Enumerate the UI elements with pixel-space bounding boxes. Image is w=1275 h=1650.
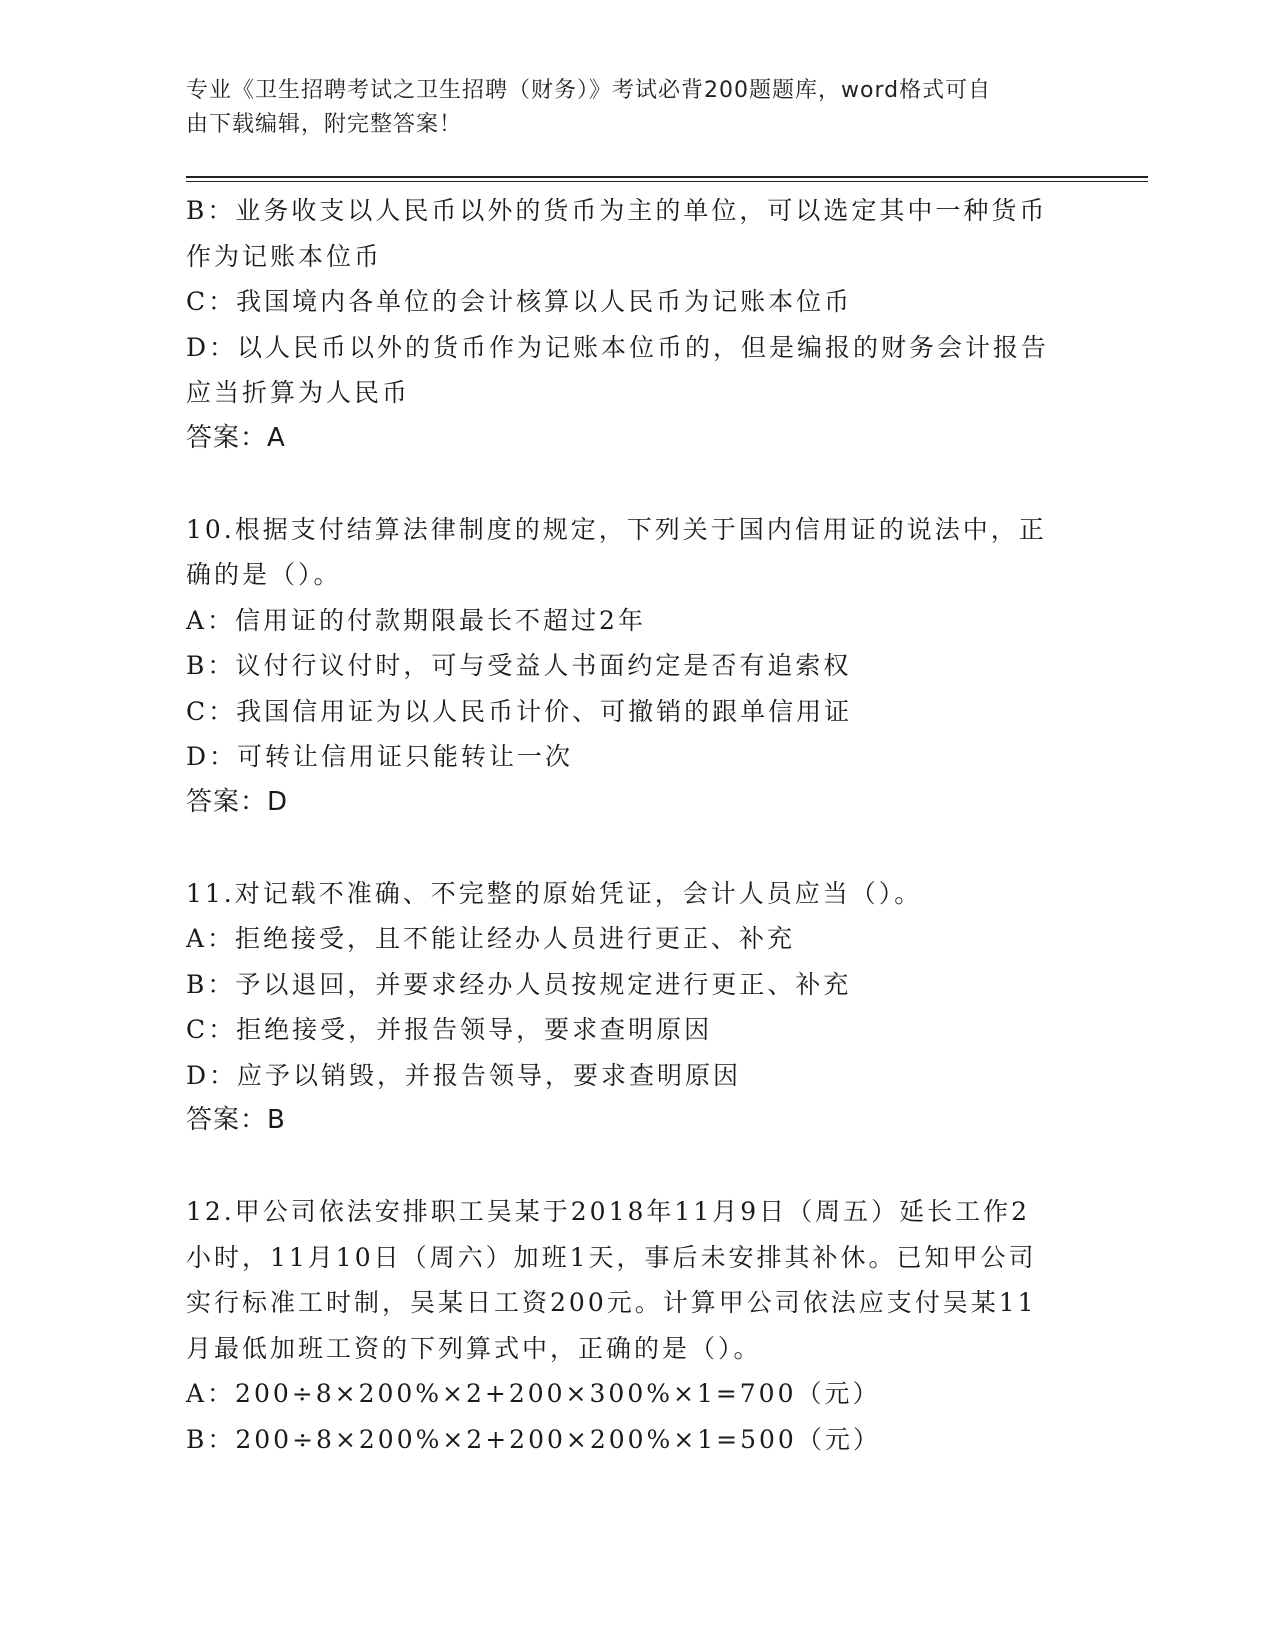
question-9-continued xyxy=(186,188,1086,461)
header-rule-thick xyxy=(186,176,1148,178)
option-d-line-1: D：以人民币以外的货币作为记账本位币的，但是编报的财务会计报告 xyxy=(186,332,1050,362)
question-12 xyxy=(186,1189,1086,1462)
answer: 答案：D xyxy=(186,786,289,817)
question-stem-line-1: 12.甲公司依法安排职工吴某于2018年11月9日（周五）延长工作2 xyxy=(186,1197,1031,1226)
option-b-line-2: 作为记账本位币 xyxy=(186,241,383,271)
spacer xyxy=(186,1144,1086,1190)
document-header xyxy=(186,74,1086,142)
header-rule-thin xyxy=(186,181,1148,182)
question-stem-line-1: 10.根据支付结算法律制度的规定，下列关于国内信用证的说法中，正 xyxy=(186,514,1047,544)
option-d: D：可转让信用证只能转让一次 xyxy=(186,742,574,771)
option-b: B：予以退回，并要求经办人员按规定进行更正、补充 xyxy=(186,969,852,999)
header-line-1: 专业《卫生招聘考试之卫生招聘（财务）》考试必背200题题库，word格式可自 xyxy=(186,78,992,103)
option-a: A：拒绝接受，且不能让经办人员进行更正、补充 xyxy=(186,924,796,953)
question-stem-line-2: 确的是（）。 xyxy=(186,560,342,589)
question-stem-line-1: 11.对记载不准确、不完整的原始凭证，会计人员应当（）。 xyxy=(186,878,923,908)
option-c: C：我国境内各单位的会计核算以人民币为记账本位币 xyxy=(186,287,853,316)
option-c: C：拒绝接受，并报告领导，要求查明原因 xyxy=(186,1015,713,1044)
option-a: A：信用证的付款期限最长不超过2年 xyxy=(186,605,646,635)
option-b: B：200÷8×200%×2+200×200%×1=500（元） xyxy=(186,1424,881,1454)
option-c: C：我国信用证为以人民币计价、可撤销的跟单信用证 xyxy=(186,696,853,726)
option-a: A：200÷8×200%×2+200×300%×1=700（元） xyxy=(186,1379,881,1408)
option-d: D：应予以销毁，并报告领导，要求查明原因 xyxy=(186,1060,742,1090)
answer: 答案：A xyxy=(186,422,286,453)
question-stem-line-3: 实行标准工时制，吴某日工资200元。计算甲公司依法应支付吴某11 xyxy=(186,1288,1037,1317)
answer: 答案：B xyxy=(186,1105,286,1135)
question-10 xyxy=(186,507,1086,826)
question-stem-line-4: 月最低加班工资的下列算式中，正确的是（）。 xyxy=(186,1333,762,1363)
spacer xyxy=(186,461,1086,507)
question-11 xyxy=(186,871,1086,1144)
spacer xyxy=(186,825,1086,871)
option-b-line-1: B：业务收支以人民币以外的货币为主的单位，可以选定其中一种货币 xyxy=(186,196,1048,225)
option-b: B：议付行议付时，可与受益人书面约定是否有追索权 xyxy=(186,651,852,680)
question-list xyxy=(186,188,1086,1462)
question-stem-line-2: 小时，11月10日（周六）加班1天，事后未安排其补休。已知甲公司 xyxy=(186,1242,1037,1272)
option-d-line-2: 应当折算为人民币 xyxy=(186,378,411,407)
header-line-2: 由下载编辑，附完整答案！ xyxy=(186,112,463,137)
